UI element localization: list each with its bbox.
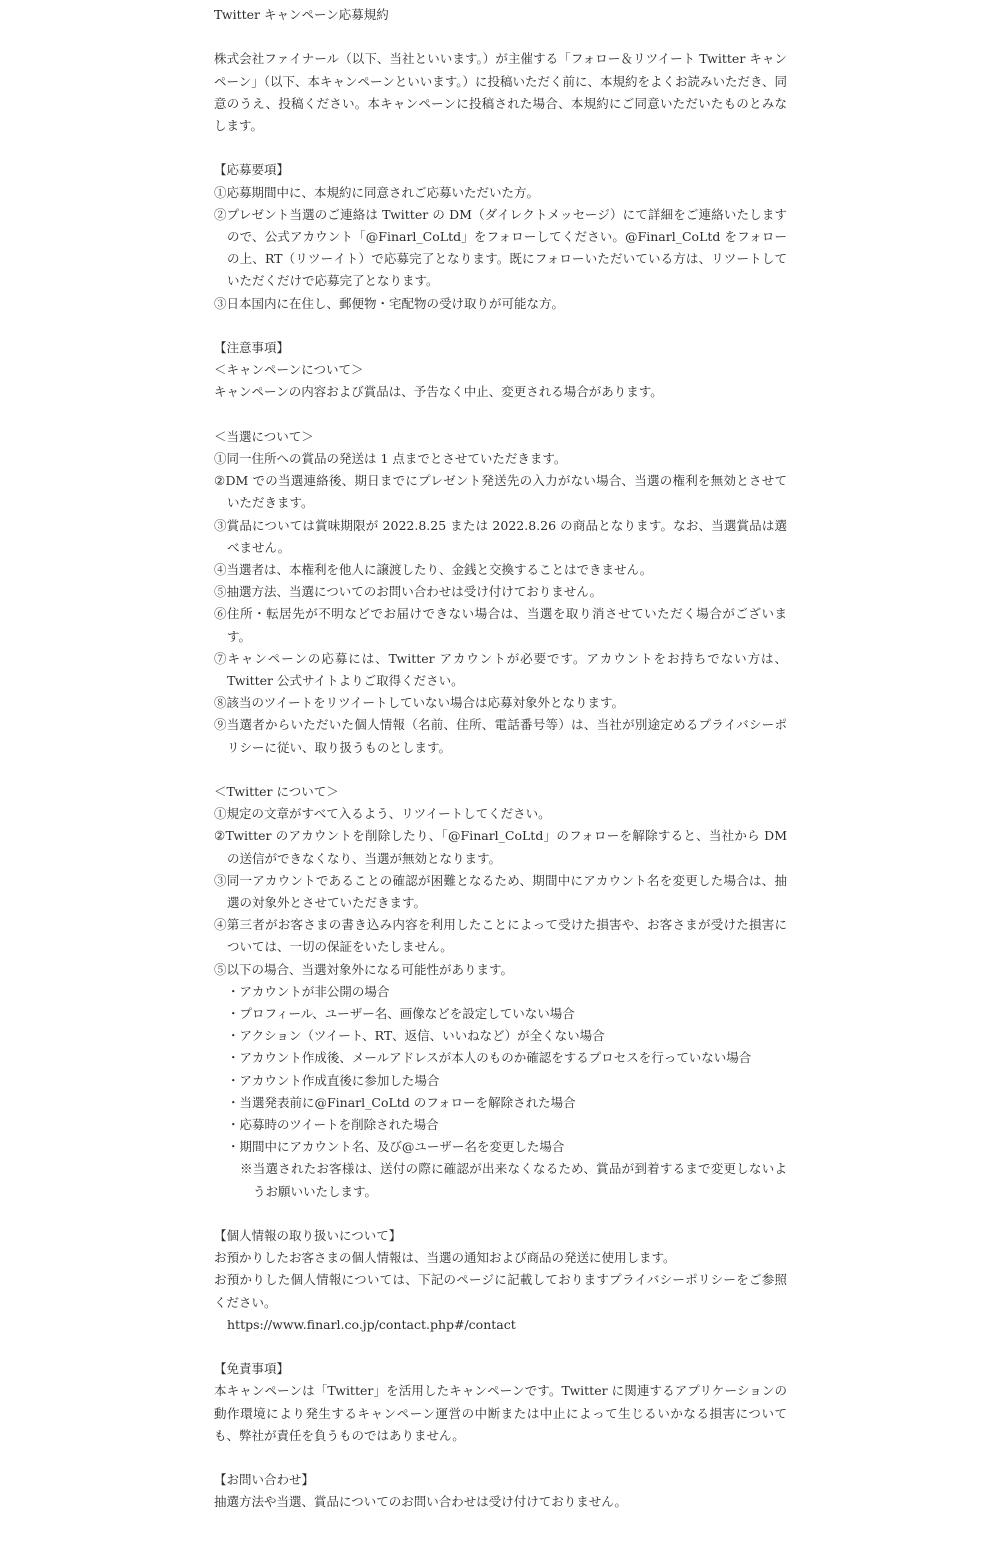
winning-item: ⑦キャンペーンの応募には、Twitter アカウントが必要です。アカウントをお持ちでない方は、Twitter 公式サイトよりご取得ください。 [214,650,787,689]
entry-item: ③日本国内に在住し、郵便物・宅配物の受け取りが可能な方。 [214,295,565,311]
precautions-section [214,337,787,1203]
spacer [214,404,787,426]
twitter-subheading: ＜Twitter について＞ [214,784,339,800]
exclusion-bullet: ・プロフィール、ユーザー名、画像などを設定していない場合 [227,1006,575,1022]
winning-item: ①同一住所への賞品の発送は 1 点までとさせていただきます。 [214,451,567,466]
entry-requirements-heading: 【応募要項】 [214,162,290,178]
exclusion-bullet: ・期間中にアカウント名、及び@ユーザー名を変更した場合 [227,1139,565,1155]
twitter-item: ①規定の文章がすべて入るよう、リツイートしてください。 [214,806,551,822]
disclaimer-text: 本キャンペーンは「Twitter」を活用したキャンペーンです。Twitter に関連するアプリケーションの動作環境により発生するキャンペーン運営の中断または中止によって生じるいかなる損害についても、弊社が責任を負うものではありません。 [214,1383,787,1443]
disclaimer-section [214,1358,787,1447]
winning-item: ⑨当選者からいただいた個人情報（名前、住所、電話番号等）は、当社が別途定めるプライバシーポリシーに従い、取り扱うものとします。 [214,717,787,755]
disclaimer-heading: 【免責事項】 [214,1361,290,1377]
contact-text: 抽選方法や当選、賞品についてのお問い合わせは受け付けておりません。 [214,1494,628,1510]
entry-requirements-section [214,159,787,314]
exclusion-bullet: ・アカウント作成直後に参加した場合 [227,1072,440,1088]
exclusion-bullet: ・アカウントが非公開の場合 [227,983,390,999]
winning-item: ⑥住所・転居先が不明などでお届けできない場合は、当選を取り消させていただく場合がございます。 [214,606,787,644]
winning-item: ②DM での当選連絡後、期日までにプレゼント発送先の入力がない場合、当選の権利を無効とさせていただきます。 [214,473,787,511]
campaign-text: キャンペーンの内容および賞品は、予告なく中止、変更される場合があります。 [214,384,663,400]
twitter-item: ④第三者がお客さまの書き込み内容を利用したことによって受けた損害や、お客さまが受けた損害については、一切の保証をいたしません。 [214,917,787,955]
spacer [214,759,787,781]
twitter-item: ②Twitter のアカウントを削除したり、「@Finarl_CoLtd」のフォローを解除すると、当社から DM の送信ができなくなり、当選が無効となります。 [214,828,787,866]
winner-note: ※当選されたお客様は、送付の際に確認が出来なくなるため、賞品が到着するまで変更しないようお願いいたします。 [240,1161,787,1199]
entry-item: ②プレゼント当選のご連絡は Twitter の DM（ダイレクトメッセージ）にて詳細をご連絡いたしますので、公式アカウント「@Finarl_CoLtd」をフォローしてください。@Finarl_CoLtd をフォローの上、RT（リツーイト）で応募完了となります。既にフォローいただいている方は、リツートしていただくだけで応募完了となります。 [214,206,787,289]
privacy-text-2: お預かりした個人情報については、下記のページに記載しておりますプライバシーポリシーをご参照ください。 [214,1272,787,1310]
contact-section [214,1469,787,1513]
winning-item: ⑧該当のツイートをリツイートしていない場合は応募対象外となります。 [214,695,625,711]
contact-heading: 【お問い合わせ】 [214,1472,315,1488]
privacy-text-1: お預かりしたお客さまの個人情報は、当選の通知および商品の発送に使用します。 [214,1250,676,1266]
entry-item: ①応募期間中に、本規約に同意されご応募いただいた方。 [214,184,540,200]
winning-item: ⑤抽選方法、当選についてのお問い合わせは受け付けておりません。 [214,584,603,600]
spacer [214,1336,787,1358]
campaign-terms-document [214,4,787,1514]
exclusion-bullet: ・アカウント作成後、メールアドレスが本人のものか確認をするプロセスを行っていない場合 [227,1050,752,1066]
intro-paragraph: 株式会社ファイナール（以下、当社といいます。）が主催する「フォロー＆リツイート Twitter キャンペーン」（以下、本キャンペーンといいます。）に投稿いただく前に、本規約をよくお読みいただき、同意のうえ、投稿ください。本キャンペーンに投稿された場合、本規約にご同意いただいたものとみなします。 [214,51,788,133]
winning-item: ③賞品については賞味期限が 2022.8.25 または 2022.8.26 の商品となります。なお、当選賞品は選べません。 [214,517,787,555]
exclusion-bullet: ・当選発表前に@Finarl_CoLtd のフォローを解除された場合 [227,1094,576,1110]
document-title: Twitter キャンペーン応募規約 [214,7,389,22]
exclusion-bullet: ・応募時のツイートを削除された場合 [227,1117,439,1133]
spacer [214,1447,787,1469]
twitter-item: ⑤以下の場合、当選対象外になる可能性があります。 [214,961,514,977]
privacy-policy-link[interactable]: https://www.finarl.co.jp/contact.php#/contact [227,1316,516,1332]
campaign-subheading: ＜キャンペーンについて＞ [214,362,364,378]
twitter-item: ③同一アカウントであることの確認が困難となるため、期間中にアカウント名を変更した場合は、抽選の対象外とさせていただきます。 [214,872,787,911]
spacer [214,26,787,48]
privacy-heading: 【個人情報の取り扱いについて】 [214,1228,402,1244]
winning-item: ④当選者は、本権利を他人に譲渡したり、金銭と交換することはできません。 [214,562,653,578]
spacer [214,137,787,159]
privacy-section [214,1225,787,1336]
winning-subheading: ＜当選について＞ [214,428,314,444]
spacer [214,1203,787,1225]
spacer [214,315,787,337]
exclusion-bullet: ・アクション（ツイート、RT、返信、いいねなど）が全くない場合 [227,1028,605,1044]
precautions-heading: 【注意事項】 [214,340,290,355]
